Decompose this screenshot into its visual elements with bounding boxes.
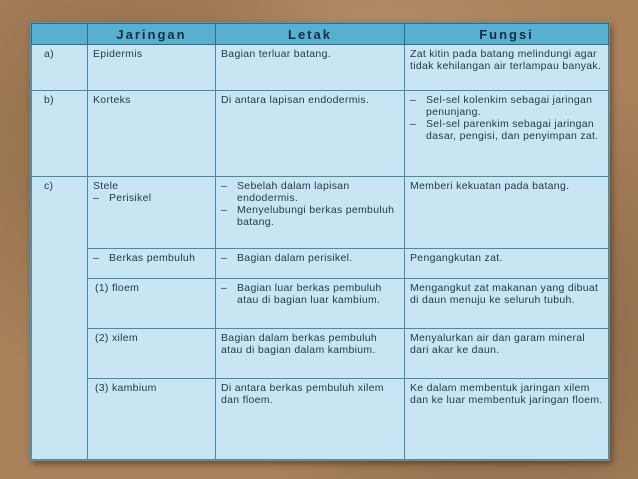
table-row xyxy=(32,91,609,177)
fungsi-cell: Zat kitin pada batang melindungi agar tidak kehilangan air terlampau banyak. xyxy=(405,45,609,91)
letak-cell xyxy=(216,177,405,249)
header-fungsi: Fungsi xyxy=(405,24,609,45)
table-header-row xyxy=(32,24,609,45)
letak-text: Bagian luar berkas pembuluh atau di bagian luar kambium. xyxy=(237,282,382,306)
fungsi-text: Sel-sel parenkim sebagai jaringan dasar, pengisi, dan penyimpan zat. xyxy=(426,118,599,142)
jaringan-cell: Epidermis xyxy=(88,45,216,91)
table-row xyxy=(32,279,609,329)
tissue-table-card xyxy=(30,22,610,461)
fungsi-cell: Pengangkutan zat. xyxy=(405,249,609,279)
perisikel-item xyxy=(93,192,210,204)
row-number: c) xyxy=(32,177,88,249)
row-number-empty xyxy=(32,249,88,279)
dash-mark: – xyxy=(221,180,228,192)
row-number: a) xyxy=(32,45,88,91)
fungsi-cell: Mengangkut zat makanan yang dibuat di daun menuju ke seluruh tubuh. xyxy=(405,279,609,329)
letak-cell xyxy=(216,279,405,329)
dash-mark: – xyxy=(410,118,417,130)
dash-mark: – xyxy=(221,252,228,264)
header-letak: Letak xyxy=(216,24,405,45)
jaringan-cell: Korteks xyxy=(88,91,216,177)
fungsi-cell: Memberi kekuatan pada batang. xyxy=(405,177,609,249)
dash-mark: – xyxy=(93,192,100,204)
dash-mark: – xyxy=(93,252,100,264)
stele-label: Stele xyxy=(93,180,119,192)
dash-mark: – xyxy=(221,282,228,294)
table-row xyxy=(32,329,609,379)
letak-text: Sebelah dalam lapisan endodermis. xyxy=(237,180,350,204)
header-jaringan: Jaringan xyxy=(88,24,216,45)
fungsi-cell xyxy=(405,91,609,177)
floem-label: (1) floem xyxy=(88,279,216,329)
letak-cell: Bagian dalam berkas pembuluh atau di bagian dalam kambium. xyxy=(216,329,405,379)
row-number-empty xyxy=(32,329,88,379)
letak-cell: Bagian terluar batang. xyxy=(216,45,405,91)
kambium-label: (3) kambium xyxy=(88,379,216,460)
letak-item xyxy=(221,252,399,264)
letak-item xyxy=(221,204,399,228)
dash-mark: – xyxy=(221,204,228,216)
berkas-label: Berkas pembuluh xyxy=(109,252,196,264)
row-number-empty xyxy=(32,279,88,329)
jaringan-cell xyxy=(88,249,216,279)
dash-mark: – xyxy=(410,94,417,106)
xilem-label: (2) xilem xyxy=(88,329,216,379)
table-row xyxy=(32,45,609,91)
table-row xyxy=(32,379,609,460)
letak-text: Menyelubungi berkas pembuluh batang. xyxy=(237,204,395,228)
header-blank xyxy=(32,24,88,45)
fungsi-cell: Ke dalam membentuk jaringan xilem dan ke luar membentuk jaringan floem. xyxy=(405,379,609,460)
letak-cell: Di antara berkas pembuluh xilem dan floem. xyxy=(216,379,405,460)
jaringan-cell xyxy=(88,177,216,249)
letak-cell: Di antara lapisan endodermis. xyxy=(216,91,405,177)
stem-tissue-table xyxy=(31,23,609,460)
row-number: b) xyxy=(32,91,88,177)
berkas-item xyxy=(93,252,210,264)
fungsi-item xyxy=(410,118,603,142)
letak-item xyxy=(221,282,399,306)
row-number-empty xyxy=(32,379,88,460)
perisikel-label: Perisikel xyxy=(109,192,152,204)
fungsi-item xyxy=(410,94,603,118)
fungsi-text: Sel-sel kolenkim sebagai jaringan penunjang. xyxy=(426,94,593,118)
table-row xyxy=(32,177,609,249)
letak-item xyxy=(221,180,399,204)
table-row xyxy=(32,249,609,279)
letak-cell xyxy=(216,249,405,279)
letak-text: Bagian dalam perisikel. xyxy=(237,252,353,264)
fungsi-cell: Menyalurkan air dan garam mineral dari akar ke daun. xyxy=(405,329,609,379)
